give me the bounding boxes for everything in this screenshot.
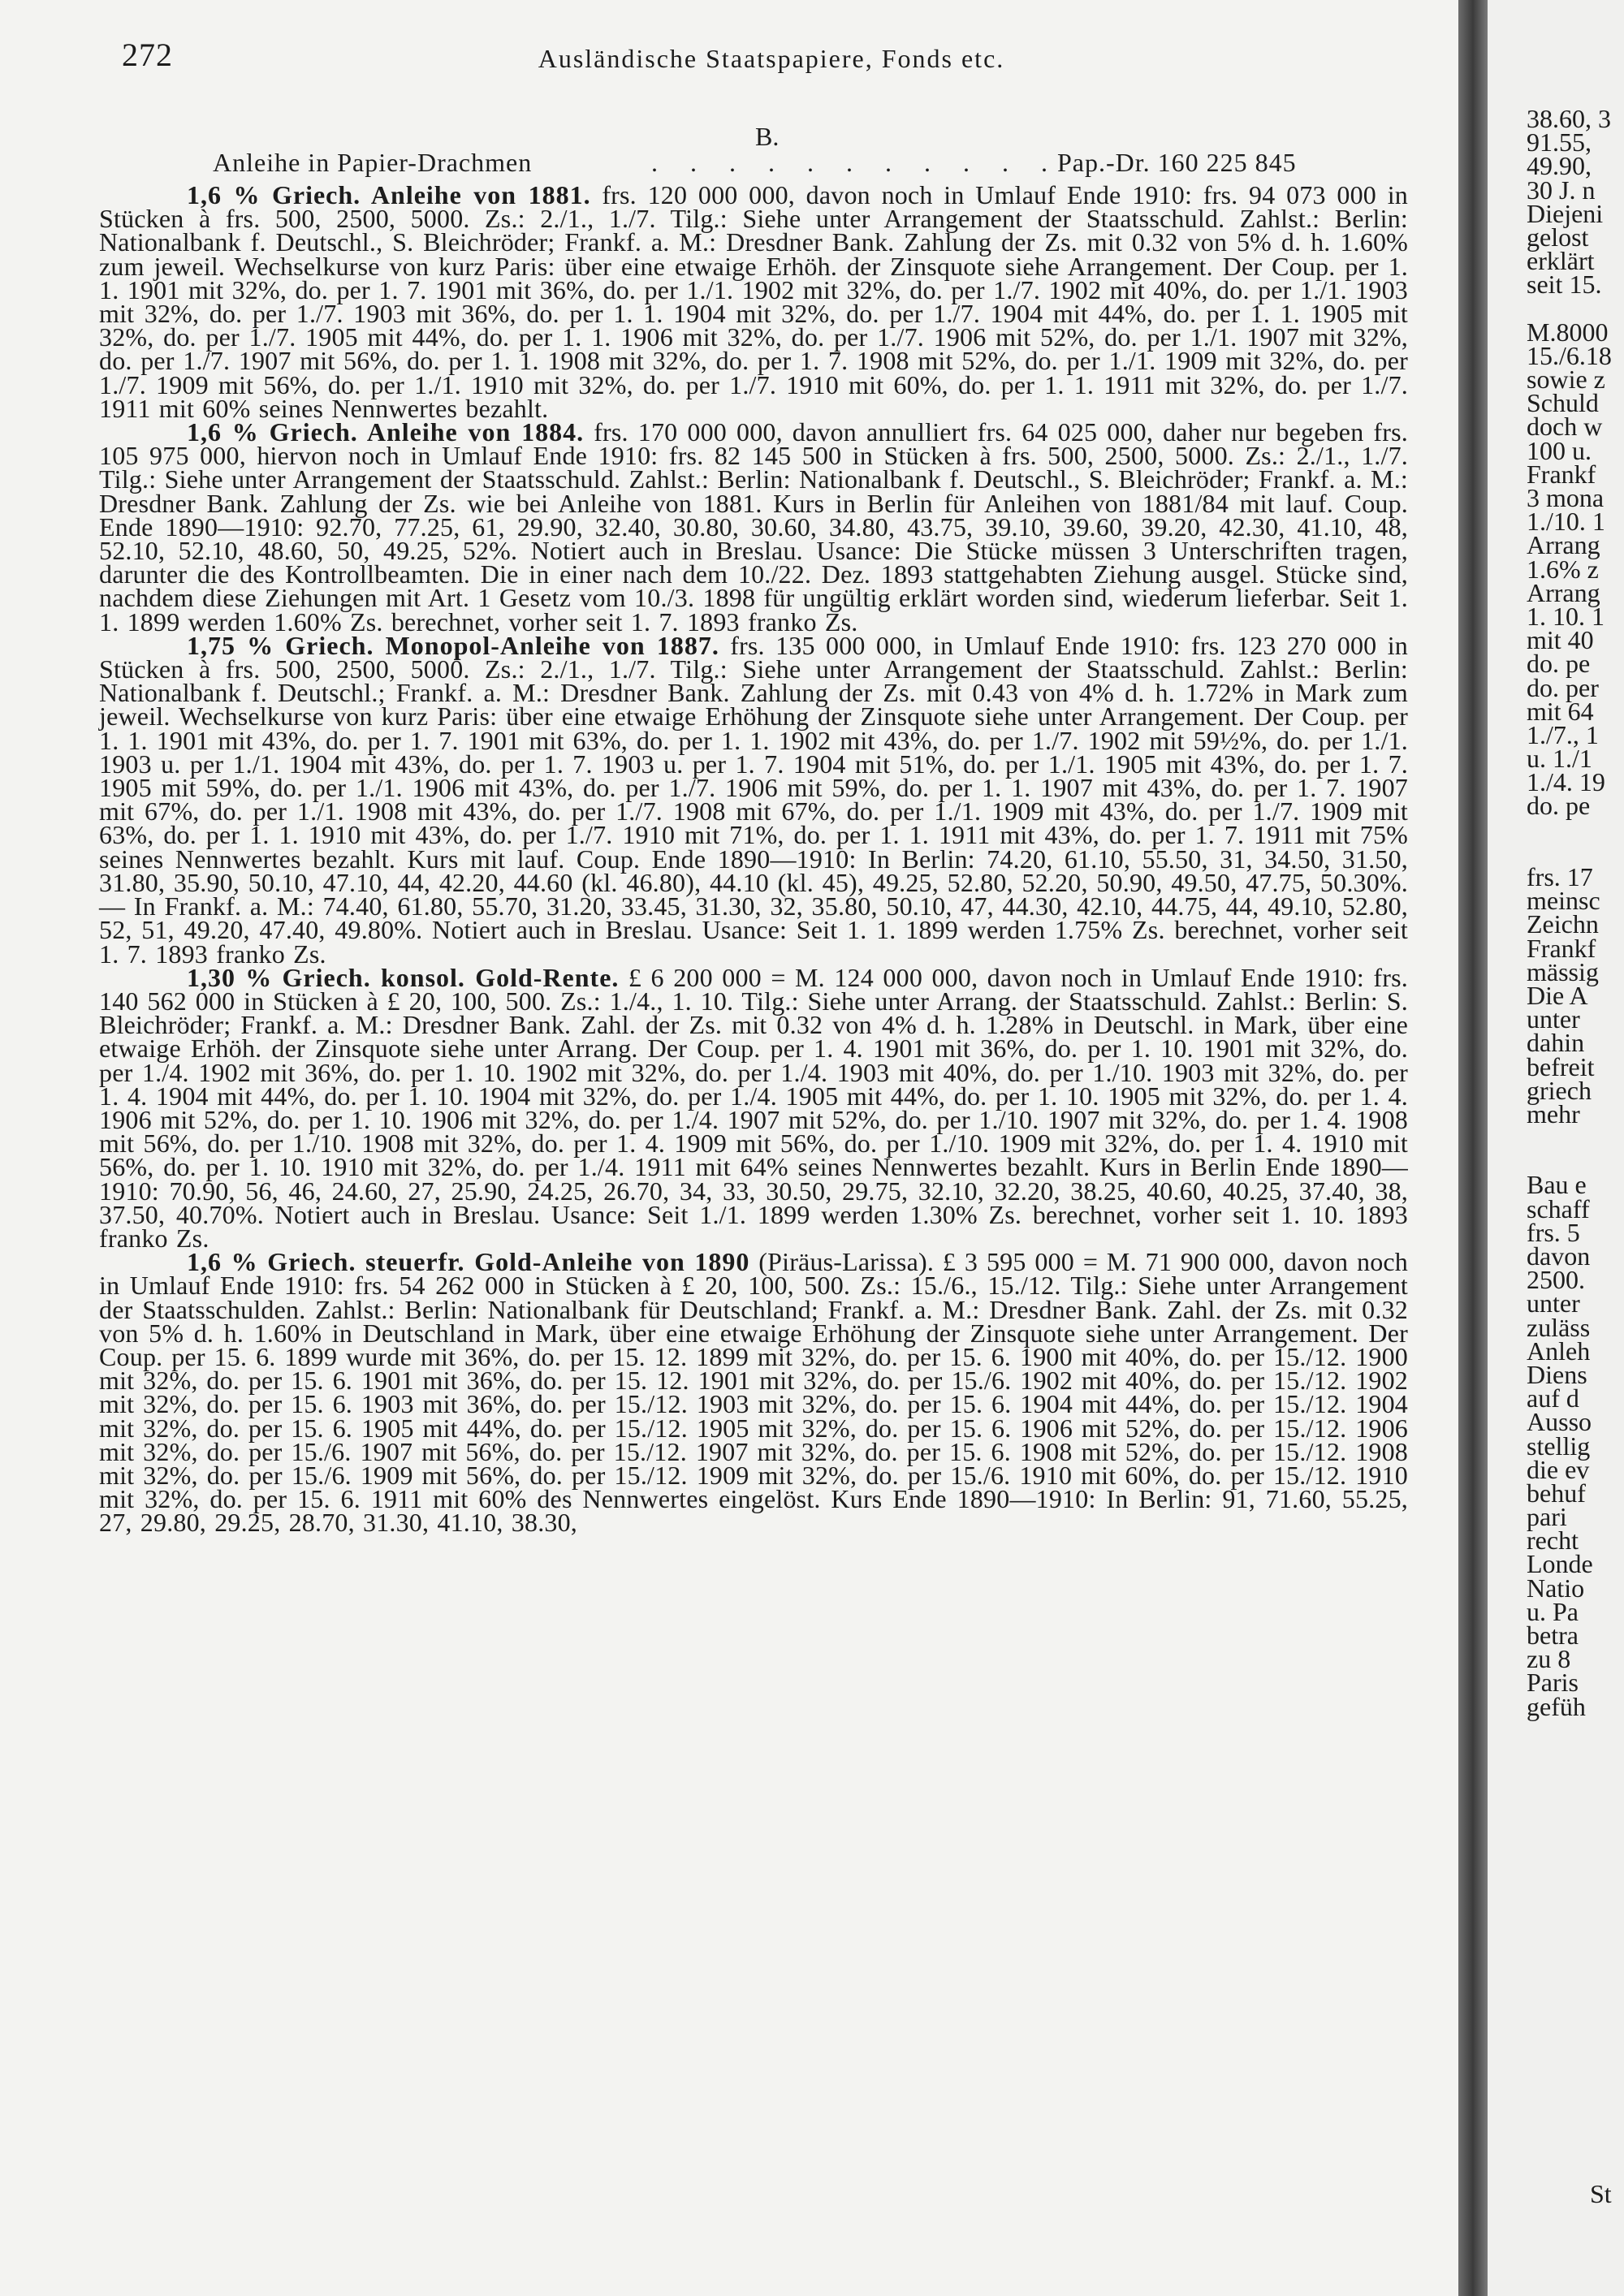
adjacent-page-line: sowie z (1527, 365, 1605, 395)
adjacent-page-line: stellig (1527, 1431, 1591, 1461)
entry-body: frs. 170 000 000, davon annulliert frs. 64 025 000, daher nur begeben frs. 105 975 000, hiervon noch in Umlauf Ende 1910: frs. 82 145 500 in Stücken à frs. 500, 2500, 5000. Zs.: 2./1., 1./7. Tilg.: Siehe unter Arrangement der Staatsschuld. Zahlst.: Berlin: Nationalbank f. Deutschl., S. Bleichröder; Frankf. a. M.: Dresdner Bank. Zahlung der Zs. wie bei Anleihe von 1881. Kurs in Berlin für Anleihen von 1881/84 mit lauf. Coup. Ende 1890—1910: 92.70, 77.25, 61, 29.90, 32.40, 30.80, 30.60, 34.80, 43.75, 39.10, 39.60, 39.20, 42.30, 41.10, 48, 52.10, 52.10, 48.60, 50, 49.25, 52%. Notiert auch in Breslau. Usance: Die Stücke müssen 3 Unterschriften tragen, darunter die des Kontrollbeamten. Die in einer nach dem 10./22. Dez. 1893 stattgehabten Ziehung ausgel. Stücke sind, nachdem diese Ziehungen mit Art. 1 Gesetz vom 10./3. 1898 für ungültig erklärt worden sind, wiederum lieferbar. Seit 1. 1. 1899 werden 1.60% Zs. berechnet, vorher seit 1. 7. 1893 franko Zs. (99, 417, 1408, 637)
adjacent-page-line: Diejeni (1527, 198, 1604, 228)
book-gutter (1458, 0, 1488, 2296)
entry-head: 1,6 % Griech. steuerfr. Gold-Anleihe von 1890 (187, 1247, 750, 1277)
summary-value: Pap.-Dr. 160 225 845 (1057, 148, 1297, 177)
adjacent-page-line: frs. 5 (1527, 1217, 1580, 1247)
adjacent-page-line: 2500. (1527, 1265, 1585, 1295)
text-column (99, 180, 1409, 1538)
adjacent-page-line: meinsc (1527, 886, 1600, 916)
adjacent-page-line: Schuld (1527, 388, 1599, 418)
adjacent-page-line: Zeichn (1527, 909, 1599, 939)
page-header (122, 36, 1421, 84)
adjacent-page-line: Frankf (1527, 459, 1596, 489)
entry-monopol-anleihe-1887 (99, 630, 1409, 969)
entry-gold-anleihe-1890 (99, 1247, 1408, 1538)
adjacent-page-line: 15./6.18 (1527, 340, 1612, 370)
summary-line (213, 148, 1333, 180)
adjacent-page-line (1527, 818, 1624, 842)
adjacent-page-line: 38.60, 3 (1527, 104, 1611, 133)
adjacent-page-line: zu 8 (1527, 1644, 1571, 1674)
adjacent-page-line: Ausso (1527, 1407, 1592, 1437)
adjacent-page-line: 1./4. 19 (1527, 767, 1605, 797)
adjacent-page-line: 1.6% z (1527, 554, 1599, 584)
adjacent-page-line: die ev (1527, 1454, 1590, 1484)
adjacent-page-line: unter (1527, 1288, 1580, 1318)
adjacent-page-line: erklärt (1527, 246, 1595, 276)
adjacent-page-line: auf d (1527, 1383, 1579, 1413)
entry-head: 1,6 % Griech. Anleihe von 1884. (187, 417, 585, 447)
section-letter: B. (755, 122, 780, 151)
adjacent-page-line: schaff (1527, 1193, 1590, 1224)
adjacent-page-line: 3 mona (1527, 483, 1605, 512)
adjacent-page-line: 1. 10. 1 (1527, 601, 1605, 631)
entry-head: 1,75 % Griech. Monopol-Anleihe von 1887. (187, 630, 719, 660)
adjacent-page-line: frs. 17 (1527, 862, 1593, 891)
adjacent-page-line: doch w (1527, 412, 1603, 442)
adjacent-page-line: Frankf (1527, 933, 1596, 963)
entry-body: frs. 120 000 000, davon noch in Umlauf Ende 1910: frs. 94 073 000 in Stücken à frs. 500, 2500, 5000. Zs.: 2./1., 1./7. Tilg.: Siehe unter Arrangement der Staatsschuld. Zahlst.: Berlin: Nationalbank f. Deutschl., S. Bleichröder; Frankf. a. M.: Dresdner Bank. Zahlung der Zs. mit 0.32 von 5% d. h. 1.60% zum jeweil. Wechselkurse von kurz Paris: über eine etwaige Erhöh. der Zinsquote siehe Arrangement. Der Coup. per 1. 1. 1901 mit 32%, do. per 1. 7. 1901 mit 36%, do. per 1./1. 1902 mit 32%, do. per 1./7. 1902 mit 40%, do. per 1./1. 1903 mit 32%, do. per 1./7. 1903 mit 36%, do. per 1. 1. 1904 mit 32%, do. per 1./7. 1904 mit 44%, do. per 1. 1. 1905 mit 32%, do. per 1./7. 1905 mit 44%, do. per 1. 1. 1906 mit 32%, do. per 1./7. 1906 mit 52%, do. per 1./1. 1907 mit 32%, do. per 1./7. 1907 mit 56%, do. per 1. 1. 1908 mit 32%, do. per 1. 7. 1908 mit 52%, do. per 1./1. 1909 mit 32%, do. per 1./7. 1909 mit 56%, do. per 1./1. 1910 mit 32%, do. per 1./7. 1910 mit 60%, do. per 1. 1. 1911 mit 32%, do. per 1./7. 1911 mit 60% seines Nennwertes bezahlt. (99, 180, 1408, 423)
adjacent-page-line: befreit (1527, 1051, 1595, 1081)
adjacent-page-line: mit 64 (1527, 696, 1594, 726)
adjacent-page-line: behuf (1527, 1478, 1586, 1508)
adjacent-page-line: do. pe (1527, 791, 1591, 821)
entry-body: (Piräus-Larissa). £ 3 595 000 = M. 71 900 000, davon noch in Umlauf Ende 1910: frs. 54 262 000 in Stücken à £ 20, 100, 500. Zs.: 15./6., 15./12. Tilg.: Siehe unter Arrangement der Staatsschulden. Zahlst.: Berlin: Nationalbank für Deutschland; Frankf. a. M.: Dresdner Bank. Zahl. der Zs. mit 0.32 von 5% d. h. 1.60% in Deutschland in Mark, über eine etwaige Erhöhung der Zinsquote siehe unter Arrangement. Der Coup. per 15. 6. 1899 wurde mit 36%, do. per 15. 12. 1899 mit 32%, do. per 15. 6. 1900 mit 40%, do. per 15./12. 1900 mit 32%, do. per 15. 6. 1901 mit 36%, do. per 15. 12. 1901 mit 32%, do. per 15./6. 1902 mit 40%, do. per 15./12. 1902 mit 32%, do. per 15. 6. 1903 mit 36%, do. per 15./12. 1903 mit 32%, do. per 15. 6. 1904 mit 44%, do. per 15./12. 1904 mit 32%, do. per 15. 6. 1905 mit 44%, do. per 15./12. 1905 mit 32%, do. per 15. 6. 1906 mit 52%, do. per 15./12. 1906 mit 32%, do. per 15./6. 1907 mit 56%, do. per 15./12. 1907 mit 32%, do. per 15. 6. 1908 mit 52%, do. per 15./12. 1908 mit 32%, do. per 15./6. 1909 mit 56%, do. per 15./12. 1909 mit 32%, do. per 15./6. 1910 mit 60%, do. per 15./12. 1910 mit 32%, do. per 15. 6. 1911 mit 60% des Nennwertes eingelöst. Kurs Ende 1890—1910: In Berlin: 91, 71.60, 55.25, 27, 29.80, 29.25, 28.70, 31.30, 41.10, 38.30, (99, 1247, 1408, 1538)
adjacent-page-line: seit 15. (1527, 270, 1602, 300)
adjacent-page-bottom-stub: St (1590, 2179, 1612, 2208)
adjacent-page-line: recht (1527, 1526, 1579, 1556)
adjacent-page-line: Die A (1527, 980, 1588, 1010)
adjacent-page-line: Arrang (1527, 530, 1600, 560)
entry-body: £ 6 200 000 = M. 124 000 000, davon noch in Umlauf Ende 1910: frs. 140 562 000 in Stücken à £ 20, 100, 500. Zs.: 1./4., 1. 10. Tilg.: Siehe unter Arrang. der Staatsschuld. Zahlst.: Berlin: S. Bleichröder; Frankf. a. M.: Dresdner Bank. Zahl. der Zs. mit 0.32 von 4% d. h. 1.28% in Deutschl. in Mark, über eine etwaige Erhöh. der Zinsquote siehe unter Arrang. Der Coup. per 1. 4. 1901 mit 36%, do. per 1. 10. 1901 mit 32%, do. per 1./4. 1902 mit 36%, do. per 1. 10. 1902 mit 32%, do. per 1./4. 1903 mit 40%, do. per 1./10. 1903 mit 32%, do. per 1. 4. 1904 mit 44%, do. per 1. 10. 1904 mit 32%, do. per 1./4. 1905 mit 44%, do. per 1. 10. 1905 mit 32%, do. per 1. 4. 1906 mit 52%, do. per 1. 10. 1906 mit 32%, do. per 1./4. 1907 mit 52%, do. per 1./10. 1907 mit 32%, do. per 1. 4. 1908 mit 56%, do. per 1./10. 1908 mit 32%, do. per 1. 4. 1909 mit 56%, do. per 1./10. 1909 mit 32%, do. per 1. 4. 1910 mit 56%, do. per 1. 10. 1910 mit 32%, do. per 1./4. 1911 mit 64% seines Nennwertes bezahlt. Kurs in Berlin Ende 1890—1910: 70.90, 56, 46, 24.60, 27, 25.90, 24.25, 26.70, 34, 33, 30.50, 29.75, 32.10, 32.20, 38.25, 40.60, 40.25, 37.40, 38, 37.50, 40.70%. Notiert auch in Breslau. Usance: Seit 1./1. 1899 werden 1.30% Zs. berechnet, vorher seit 1. 10. 1893 franko Zs. (99, 962, 1408, 1253)
adjacent-page-line: mit 40 (1527, 625, 1594, 655)
entry-anleihe-1881 (99, 180, 1408, 423)
adjacent-page-text (1527, 104, 1624, 1721)
running-title: Ausländische Staatspapiere, Fonds etc. (538, 44, 1005, 73)
adjacent-page-line: Diens (1527, 1359, 1587, 1389)
adjacent-page-line: 30 J. n (1527, 175, 1596, 205)
adjacent-page-line: Londe (1527, 1549, 1593, 1579)
adjacent-page-line: 91.55, (1527, 127, 1592, 158)
adjacent-page-line: 1./7., 1 (1527, 719, 1599, 749)
adjacent-page-line: u. Pa (1527, 1596, 1579, 1626)
summary-dots: . . . . . . . . . . . (651, 148, 1060, 177)
page-number: 272 (122, 37, 173, 73)
adjacent-page-line: Bau e (1527, 1170, 1587, 1200)
adjacent-page-line: do. per (1527, 672, 1599, 702)
adjacent-page-line: betra (1527, 1621, 1579, 1650)
entry-anleihe-1884 (99, 417, 1408, 637)
adjacent-page-line: zuläss (1527, 1312, 1591, 1342)
summary-label: Anleihe in Papier-Drachmen (213, 148, 533, 177)
adjacent-page-line: mehr (1527, 1098, 1580, 1129)
adjacent-page-line: dahin (1527, 1028, 1585, 1058)
adjacent-page-line: Arrang (1527, 577, 1600, 607)
adjacent-page-line: Paris (1527, 1668, 1579, 1698)
adjacent-page-line: griech (1527, 1075, 1592, 1105)
adjacent-page-line: unter (1527, 1004, 1580, 1034)
adjacent-page-line: do. pe (1527, 649, 1591, 679)
adjacent-page-line: 100 u. (1527, 435, 1592, 465)
adjacent-page-line: 1./10. 1 (1527, 507, 1605, 537)
entry-body: frs. 135 000 000, in Umlauf Ende 1910: frs. 123 270 000 in Stücken à frs. 500, 2500, 5000. Zs.: 2./1., 1./7. Tilg.: Siehe unter Arrangement der Staatsschuld. Zahlst.: Berlin: Nationalbank f. Deutschl.; Frankf. a. M.: Dresdner Bank. Zahlung der Zs. mit 0.43 von 4% d. h. 1.72% in Mark zum jeweil. Wechselkurse von kurz Paris: über eine etwaige Erhöhung der Zinsquote siehe unter Arrangement. Der Coup. per 1. 1. 1901 mit 43%, do. per 1. 7. 1901 mit 63%, do. per 1. 1. 1902 mit 43%, do. per 1./7. 1902 mit 59½%, do. per 1./1. 1903 u. per 1./1. 1904 mit 43%, do. per 1. 7. 1903 u. per 1. 7. 1904 mit 51%, do. per 1./1. 1905 mit 43%, do. per 1. 7. 1905 mit 59%, do. per 1./1. 1906 mit 43%, do. per 1./7. 1906 mit 59%, do. per 1. 1. 1907 mit 43%, do. per 1. 7. 1907 mit 67%, do. per 1./1. 1908 mit 43%, do. per 1./7. 1908 mit 67%, do. per 1./1. 1909 mit 43%, do. per 1./7. 1909 mit 63%, do. per 1. 1. 1910 mit 43%, do. per 1./7. 1910 mit 71%, do. per 1. 1. 1911 mit 43%, do. per 1. 7. 1911 mit 75% seines Nennwertes bezahlt. Kurs mit lauf. Coup. Ende 1890—1910: In Berlin: 74.20, 61.10, 55.50, 31, 34.50, 31.50, 31.80, 35.90, 50.10, 47.10, 44, 42.20, 44.60 (kl. 46.80), 44.10 (kl. 45), 49.25, 52.80, 52.20, 50.90, 49.50, 47.75, 50.30%. — In Frankf. a. M.: 74.40, 61.80, 55.70, 31.20, 33.45, 31.30, 32, 35.80, 50.10, 47, 44.30, 42.10, 44.75, 44, 49.10, 52.80, 52, 51, 49.20, 47.40, 49.80%. Notiert auch in Breslau. Usance: Seit 1. 1. 1899 werden 1.75% Zs. berechnet, vorher seit 1. 7. 1893 franko Zs. (99, 630, 1409, 969)
adjacent-page-line: Natio (1527, 1573, 1585, 1603)
adjacent-page-line: davon (1527, 1241, 1591, 1271)
adjacent-page-line: gefüh (1527, 1691, 1586, 1721)
adjacent-page-line: mässig (1527, 956, 1599, 986)
adjacent-page-line: Anleh (1527, 1336, 1591, 1366)
adjacent-page-line: 49.90, (1527, 151, 1592, 181)
entry-konsol-gold-rente (99, 962, 1408, 1253)
entry-head: 1,30 % Griech. konsol. Gold-Rente. (187, 962, 620, 992)
adjacent-page-line: M.8000 (1527, 317, 1609, 347)
entry-head: 1,6 % Griech. Anleihe von 1881. (187, 180, 591, 209)
adjacent-page-line: u. 1./1 (1527, 744, 1592, 774)
adjacent-page-line (1527, 1126, 1624, 1150)
adjacent-page-line: gelost (1527, 222, 1589, 252)
adjacent-page-line: pari (1527, 1502, 1567, 1532)
